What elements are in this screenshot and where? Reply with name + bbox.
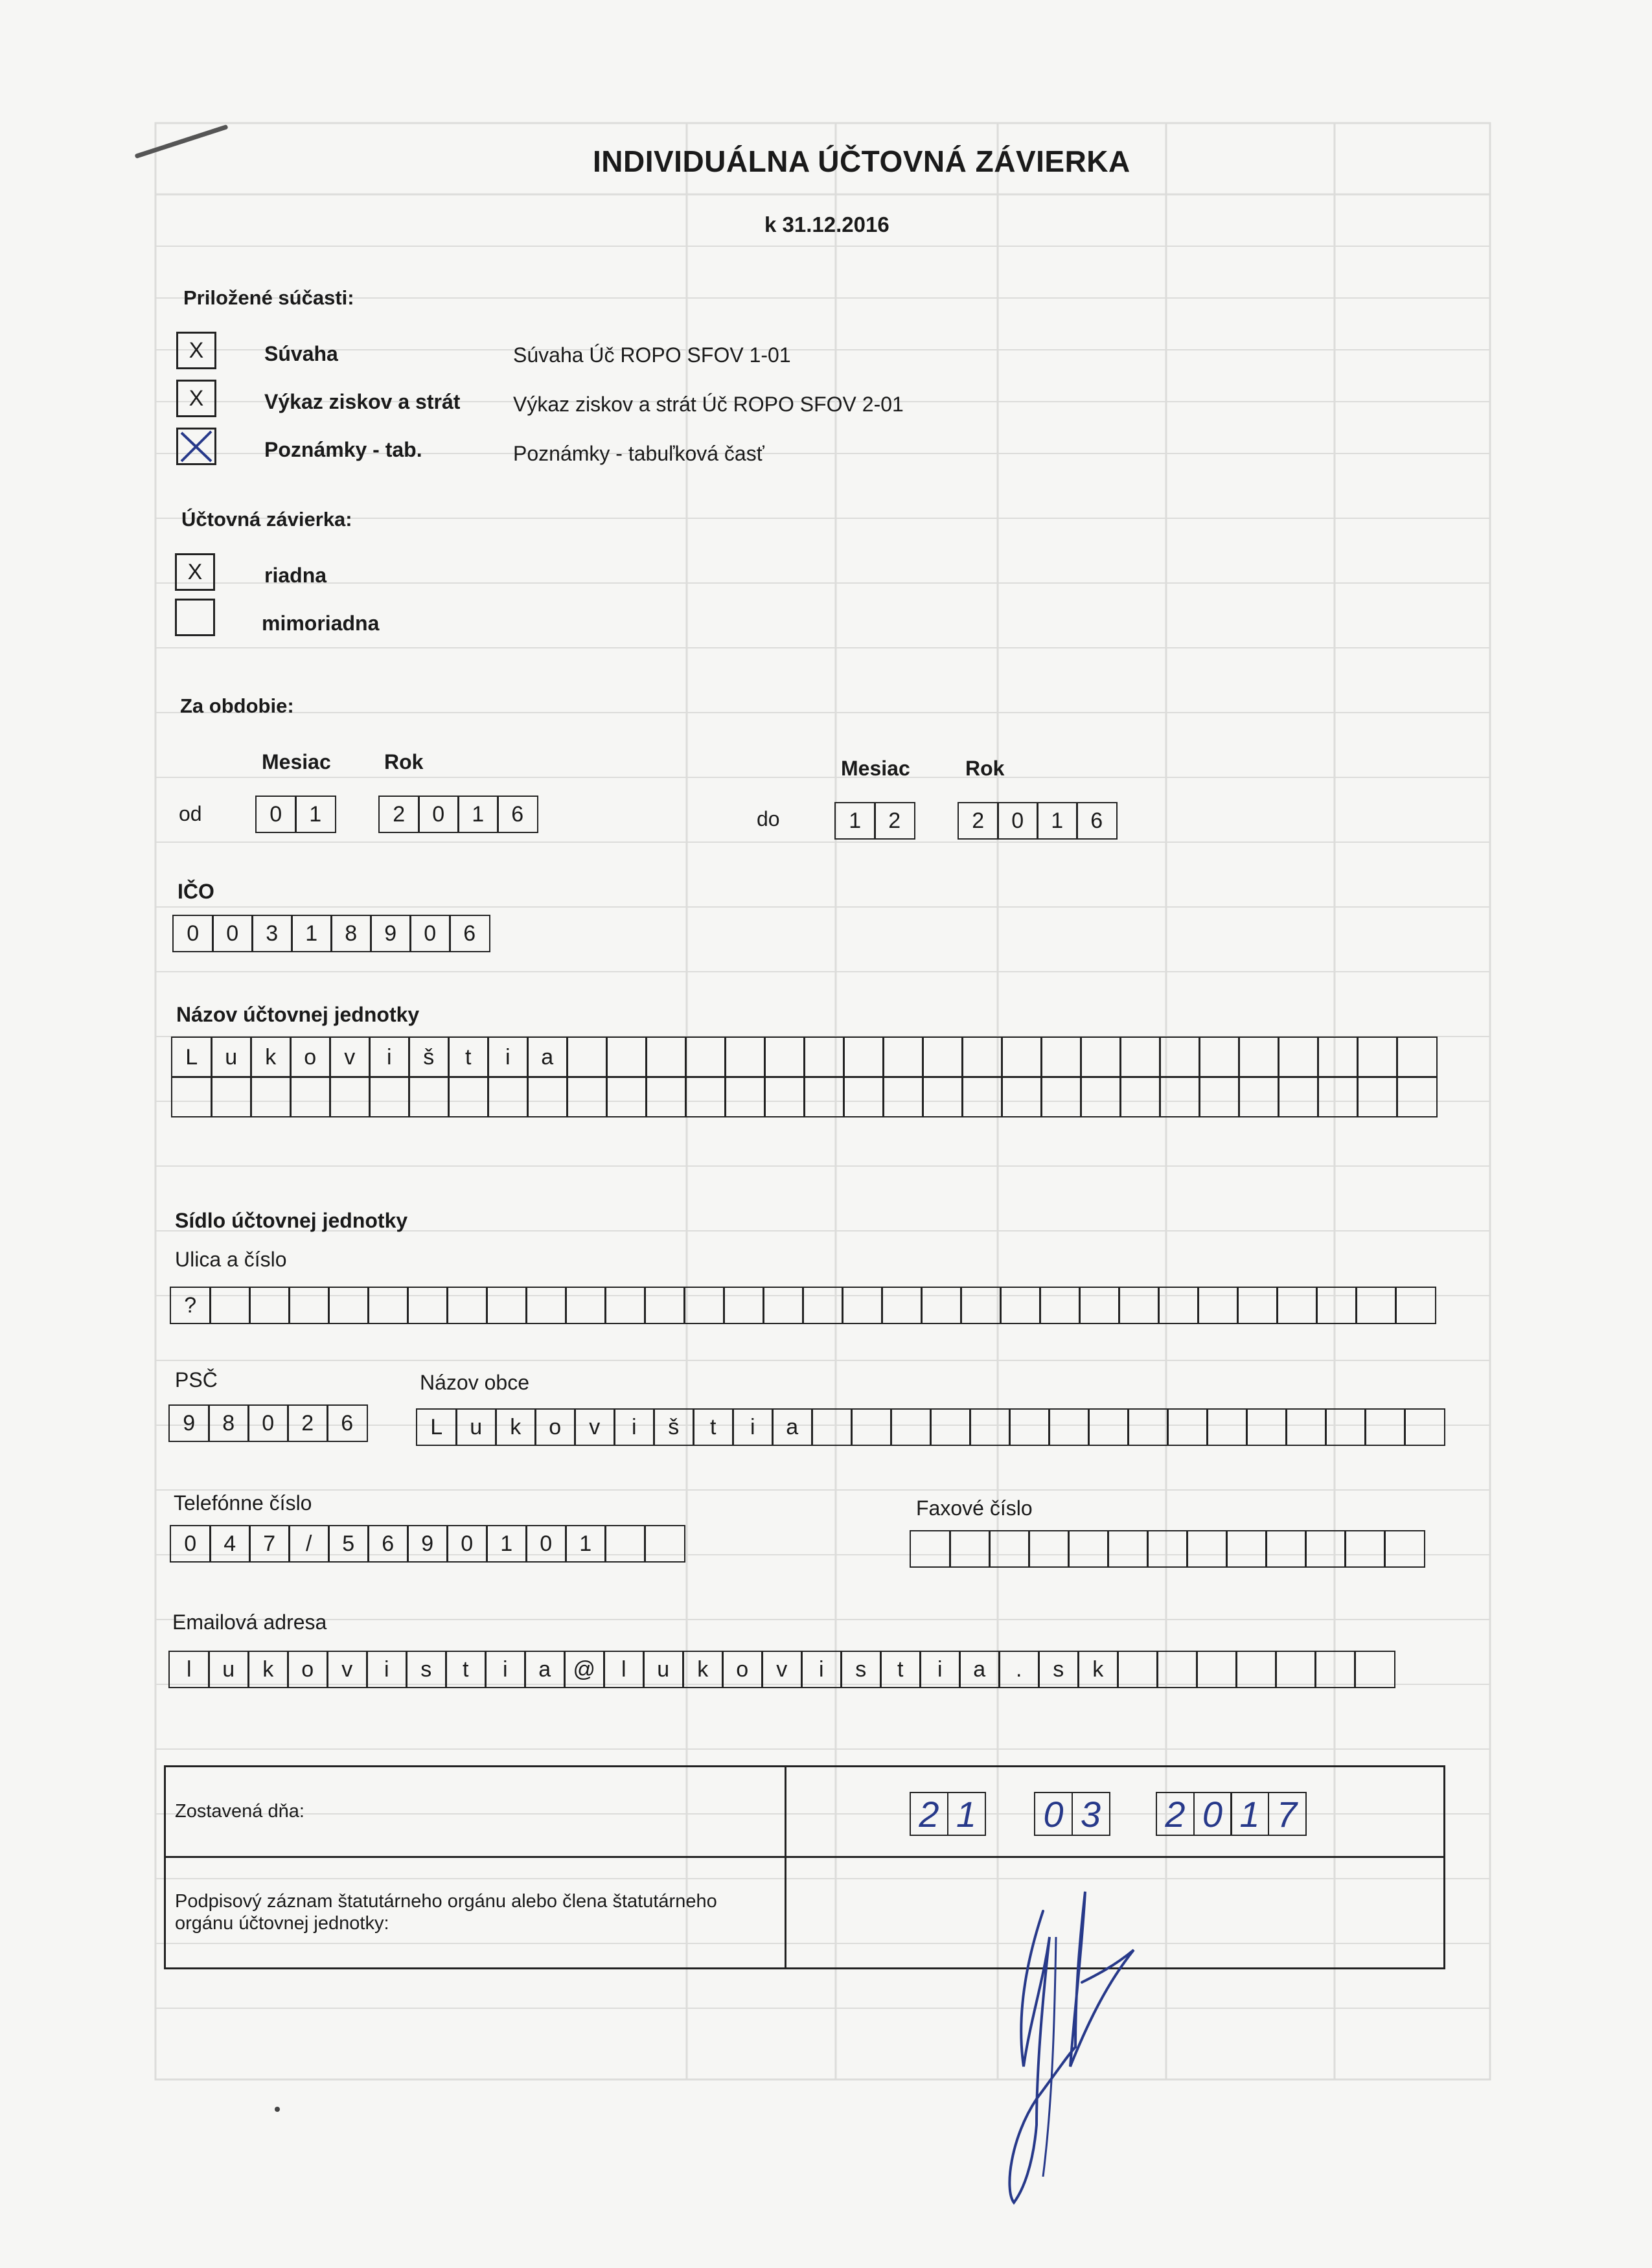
char-cell xyxy=(487,1076,529,1117)
char-cell: 6 xyxy=(449,915,490,952)
char-cell xyxy=(1147,1530,1188,1568)
entity-name-row-2[interactable] xyxy=(171,1076,1436,1117)
char-cell: 8 xyxy=(330,915,372,952)
char-cell xyxy=(525,1287,567,1324)
char-cell xyxy=(1316,1287,1357,1324)
char-cell xyxy=(290,1076,331,1117)
char-cell: a xyxy=(772,1408,813,1446)
char-cell: i xyxy=(919,1651,961,1688)
char-cell xyxy=(645,1076,687,1117)
char-cell: 7 xyxy=(249,1525,290,1563)
char-cell xyxy=(811,1408,853,1446)
char-cell xyxy=(1079,1287,1120,1324)
char-cell xyxy=(685,1037,726,1078)
handwritten-digit-cell: 7 xyxy=(1268,1792,1307,1836)
char-cell xyxy=(1167,1408,1208,1446)
char-cell xyxy=(606,1037,647,1078)
char-cell xyxy=(910,1530,951,1568)
char-cell xyxy=(763,1287,804,1324)
handwritten-digit-cell: 2 xyxy=(1156,1792,1195,1836)
char-cell: 0 xyxy=(255,796,297,833)
char-cell xyxy=(329,1076,371,1117)
char-cell: o xyxy=(534,1408,576,1446)
compiled-day-field[interactable] xyxy=(910,1792,984,1836)
char-cell xyxy=(565,1287,606,1324)
char-cell: i xyxy=(366,1651,407,1688)
char-cell xyxy=(803,1076,845,1117)
closing-heading: Účtovná závierka: xyxy=(181,508,352,531)
char-cell: 0 xyxy=(247,1404,289,1442)
char-cell xyxy=(1107,1530,1149,1568)
char-cell: @ xyxy=(564,1651,605,1688)
char-cell xyxy=(969,1408,1011,1446)
char-cell xyxy=(989,1530,1030,1568)
char-cell: . xyxy=(998,1651,1040,1688)
char-cell: u xyxy=(643,1651,684,1688)
char-cell xyxy=(685,1076,726,1117)
handwritten-digit-cell: 0 xyxy=(1034,1792,1073,1836)
char-cell: L xyxy=(416,1408,457,1446)
fax-field[interactable] xyxy=(910,1530,1423,1568)
char-cell: i xyxy=(369,1037,410,1078)
char-cell xyxy=(1186,1530,1228,1568)
char-cell xyxy=(606,1076,647,1117)
from-month-label: Mesiac xyxy=(262,750,331,773)
label-poznamky: Poznámky - tab. xyxy=(264,438,422,461)
char-cell: t xyxy=(693,1408,734,1446)
handwritten-digit-cell: 1 xyxy=(947,1792,986,1836)
char-cell: 1 xyxy=(1037,802,1078,840)
char-cell: v xyxy=(574,1408,615,1446)
char-cell xyxy=(764,1037,805,1078)
char-cell xyxy=(890,1408,932,1446)
char-cell: 3 xyxy=(251,915,293,952)
desc-suvaha: Súvaha Úč ROPO SFOV 1-01 xyxy=(513,343,791,367)
char-cell xyxy=(1325,1408,1366,1446)
label-riadna: riadna xyxy=(264,564,327,587)
char-cell xyxy=(644,1525,685,1563)
stray-dot xyxy=(275,2107,280,2112)
char-cell xyxy=(1080,1037,1121,1078)
char-cell: 0 xyxy=(409,915,451,952)
char-cell xyxy=(1197,1287,1239,1324)
char-cell xyxy=(604,1525,646,1563)
street-field[interactable] xyxy=(170,1287,1434,1324)
handwritten-digit-cell: 1 xyxy=(1230,1792,1269,1836)
char-cell: 0 xyxy=(997,802,1038,840)
char-cell xyxy=(1196,1651,1237,1688)
to-month-field[interactable] xyxy=(834,802,913,840)
char-cell xyxy=(882,1037,924,1078)
char-cell: 9 xyxy=(168,1404,210,1442)
char-cell xyxy=(1265,1530,1307,1568)
char-cell: v xyxy=(329,1037,371,1078)
char-cell: 4 xyxy=(209,1525,251,1563)
char-cell: 1 xyxy=(295,796,336,833)
char-cell xyxy=(1199,1076,1240,1117)
char-cell xyxy=(566,1037,608,1078)
char-cell: 0 xyxy=(525,1525,567,1563)
char-cell: š xyxy=(653,1408,694,1446)
char-cell xyxy=(1159,1076,1200,1117)
to-year-field[interactable] xyxy=(958,802,1116,840)
char-cell: t xyxy=(448,1037,489,1078)
char-cell xyxy=(930,1408,971,1446)
char-cell xyxy=(1156,1651,1198,1688)
char-cell xyxy=(1088,1408,1129,1446)
char-cell: l xyxy=(168,1651,210,1688)
ico-field[interactable] xyxy=(172,915,488,952)
char-cell xyxy=(842,1287,883,1324)
char-cell xyxy=(644,1287,685,1324)
signature-record-label: Podpisový záznam štatutárneho orgánu alebo člena štatutárneho orgánu účtovnej jednotky: xyxy=(175,1891,717,1934)
phone-field[interactable] xyxy=(170,1525,683,1563)
char-cell: š xyxy=(408,1037,450,1078)
char-cell: 9 xyxy=(407,1525,448,1563)
char-cell xyxy=(1235,1651,1277,1688)
char-cell xyxy=(566,1076,608,1117)
char-cell xyxy=(882,1076,924,1117)
char-cell xyxy=(1237,1287,1278,1324)
char-cell xyxy=(1276,1287,1318,1324)
char-cell xyxy=(1009,1408,1050,1446)
char-cell xyxy=(1396,1037,1438,1078)
checkbox-mimoriadna[interactable] xyxy=(175,599,215,636)
char-cell: / xyxy=(288,1525,330,1563)
char-cell xyxy=(1080,1076,1121,1117)
char-cell xyxy=(408,1076,450,1117)
phone-label: Telefónne číslo xyxy=(174,1491,312,1515)
signature-table-divider xyxy=(166,1856,1443,1858)
char-cell xyxy=(1384,1530,1425,1568)
char-cell xyxy=(1118,1287,1160,1324)
char-cell xyxy=(448,1076,489,1117)
from-year-label: Rok xyxy=(384,750,424,773)
char-cell xyxy=(843,1076,884,1117)
char-cell xyxy=(369,1076,410,1117)
char-cell: 1 xyxy=(565,1525,606,1563)
char-cell: 0 xyxy=(418,796,459,833)
from-label: od xyxy=(179,802,202,825)
period-heading: Za obdobie: xyxy=(180,694,294,717)
char-cell: u xyxy=(208,1651,249,1688)
label-vykaz: Výkaz ziskov a strát xyxy=(264,390,461,413)
char-cell xyxy=(1127,1408,1169,1446)
char-cell xyxy=(1119,1076,1161,1117)
char-cell: i xyxy=(487,1037,529,1078)
document-date: k 31.12.2016 xyxy=(764,212,889,236)
char-cell: s xyxy=(406,1651,447,1688)
to-month-label: Mesiac xyxy=(841,757,910,780)
char-cell xyxy=(1117,1651,1158,1688)
char-cell xyxy=(1395,1287,1436,1324)
char-cell xyxy=(1040,1037,1082,1078)
char-cell xyxy=(328,1287,369,1324)
label-suvaha: Súvaha xyxy=(264,342,338,365)
char-cell: u xyxy=(211,1037,252,1078)
staple-mark xyxy=(135,124,229,159)
char-cell: t xyxy=(445,1651,487,1688)
char-cell: 1 xyxy=(834,802,876,840)
char-cell xyxy=(843,1037,884,1078)
char-cell xyxy=(1355,1287,1397,1324)
char-cell: 1 xyxy=(457,796,499,833)
char-cell xyxy=(1305,1530,1346,1568)
char-cell xyxy=(1396,1076,1438,1117)
char-cell xyxy=(724,1037,766,1078)
char-cell: a xyxy=(527,1037,568,1078)
char-cell: l xyxy=(603,1651,645,1688)
char-cell xyxy=(960,1287,1002,1324)
char-cell: 6 xyxy=(1076,802,1118,840)
char-cell xyxy=(1314,1651,1356,1688)
char-cell: 2 xyxy=(874,802,915,840)
char-cell xyxy=(724,1076,766,1117)
checkbox-suvaha[interactable]: X xyxy=(176,332,216,369)
char-cell: 6 xyxy=(327,1404,368,1442)
char-cell xyxy=(1357,1076,1398,1117)
char-cell xyxy=(1238,1037,1279,1078)
char-cell xyxy=(922,1037,963,1078)
handwritten-digit-cell: 2 xyxy=(910,1792,948,1836)
char-cell: i xyxy=(732,1408,774,1446)
char-cell: 6 xyxy=(497,796,538,833)
char-cell xyxy=(1226,1530,1267,1568)
char-cell xyxy=(211,1076,252,1117)
char-cell: v xyxy=(761,1651,803,1688)
char-cell xyxy=(1285,1408,1327,1446)
char-cell: k xyxy=(682,1651,724,1688)
char-cell: t xyxy=(880,1651,921,1688)
char-cell xyxy=(1001,1076,1042,1117)
town-field[interactable] xyxy=(416,1408,1443,1446)
char-cell xyxy=(1000,1287,1041,1324)
char-cell xyxy=(1040,1076,1082,1117)
char-cell xyxy=(1028,1530,1070,1568)
char-cell xyxy=(446,1287,488,1324)
char-cell xyxy=(527,1076,568,1117)
desc-vykaz: Výkaz ziskov a strát Úč ROPO SFOV 2-01 xyxy=(513,393,904,416)
char-cell: 9 xyxy=(370,915,411,952)
char-cell xyxy=(1199,1037,1240,1078)
char-cell xyxy=(1158,1287,1199,1324)
checkbox-riadna[interactable]: X xyxy=(175,553,215,591)
char-cell: 2 xyxy=(378,796,420,833)
entity-name-row-1[interactable] xyxy=(171,1037,1436,1078)
char-cell xyxy=(288,1287,330,1324)
char-cell xyxy=(1275,1651,1316,1688)
signature-table-column-divider xyxy=(785,1767,786,1967)
compiled-month-field[interactable] xyxy=(1034,1792,1108,1836)
char-cell xyxy=(1404,1408,1445,1446)
checkbox-poznamky[interactable] xyxy=(176,428,216,465)
char-cell xyxy=(1354,1651,1395,1688)
char-cell: i xyxy=(801,1651,842,1688)
char-cell: k xyxy=(247,1651,289,1688)
char-cell xyxy=(486,1287,527,1324)
char-cell: 0 xyxy=(170,1525,211,1563)
email-field[interactable] xyxy=(168,1651,1394,1688)
char-cell xyxy=(723,1287,764,1324)
char-cell: 0 xyxy=(446,1525,488,1563)
char-cell: k xyxy=(495,1408,536,1446)
char-cell: 6 xyxy=(367,1525,409,1563)
char-cell xyxy=(1357,1037,1398,1078)
checkbox-vykaz[interactable]: X xyxy=(176,380,216,417)
compiled-year-field[interactable] xyxy=(1156,1792,1305,1836)
char-cell xyxy=(1159,1037,1200,1078)
char-cell xyxy=(367,1287,409,1324)
char-cell xyxy=(1344,1530,1386,1568)
char-cell xyxy=(1317,1037,1359,1078)
char-cell: 5 xyxy=(328,1525,369,1563)
seat-label: Sídlo účtovnej jednotky xyxy=(175,1209,408,1232)
handwritten-x-mark-icon xyxy=(176,428,216,465)
char-cell: 2 xyxy=(958,802,999,840)
document-title: INDIVIDUÁLNA ÚČTOVNÁ ZÁVIERKA xyxy=(593,144,1130,178)
char-cell xyxy=(1039,1287,1081,1324)
char-cell: 0 xyxy=(172,915,214,952)
char-cell xyxy=(1001,1037,1042,1078)
char-cell: s xyxy=(840,1651,882,1688)
char-cell: k xyxy=(250,1037,292,1078)
char-cell xyxy=(1119,1037,1161,1078)
char-cell xyxy=(1238,1076,1279,1117)
street-label: Ulica a číslo xyxy=(175,1248,287,1271)
char-cell: o xyxy=(722,1651,763,1688)
char-cell xyxy=(803,1037,845,1078)
to-label: do xyxy=(757,807,780,830)
char-cell: o xyxy=(290,1037,331,1078)
compiled-on-label: Zostavená dňa: xyxy=(175,1801,304,1822)
char-cell xyxy=(949,1530,991,1568)
char-cell: a xyxy=(524,1651,566,1688)
town-label: Názov obce xyxy=(420,1371,529,1394)
char-cell: a xyxy=(959,1651,1000,1688)
char-cell xyxy=(1246,1408,1287,1446)
char-cell: 1 xyxy=(486,1525,527,1563)
char-cell: 2 xyxy=(287,1404,328,1442)
handwritten-digit-cell: 3 xyxy=(1072,1792,1110,1836)
char-cell xyxy=(645,1037,687,1078)
char-cell: 8 xyxy=(208,1404,249,1442)
char-cell xyxy=(851,1408,892,1446)
char-cell xyxy=(250,1076,292,1117)
char-cell xyxy=(604,1287,646,1324)
char-cell: k xyxy=(1077,1651,1119,1688)
char-cell xyxy=(764,1076,805,1117)
char-cell: ? xyxy=(170,1287,211,1324)
desc-poznamky: Poznámky - tabuľková časť xyxy=(513,442,764,465)
char-cell: s xyxy=(1038,1651,1079,1688)
char-cell xyxy=(1317,1076,1359,1117)
char-cell xyxy=(407,1287,448,1324)
char-cell xyxy=(1278,1076,1319,1117)
char-cell xyxy=(1068,1530,1109,1568)
signature-table xyxy=(164,1765,1445,1969)
char-cell: L xyxy=(171,1037,212,1078)
char-cell xyxy=(1278,1037,1319,1078)
email-label: Emailová adresa xyxy=(172,1610,327,1634)
from-month-field[interactable] xyxy=(255,796,334,833)
char-cell: o xyxy=(287,1651,328,1688)
char-cell xyxy=(1206,1408,1248,1446)
char-cell: u xyxy=(455,1408,497,1446)
from-year-field[interactable] xyxy=(378,796,536,833)
char-cell xyxy=(171,1076,212,1117)
char-cell xyxy=(683,1287,725,1324)
char-cell: v xyxy=(327,1651,368,1688)
handwritten-signature xyxy=(998,1853,1166,2216)
handwritten-digit-cell: 0 xyxy=(1193,1792,1232,1836)
components-heading: Priložené súčasti: xyxy=(183,286,354,309)
label-mimoriadna: mimoriadna xyxy=(262,612,380,635)
char-cell xyxy=(1048,1408,1090,1446)
char-cell xyxy=(881,1287,923,1324)
char-cell xyxy=(961,1076,1003,1117)
fax-label: Faxové číslo xyxy=(916,1496,1033,1520)
char-cell xyxy=(922,1076,963,1117)
char-cell xyxy=(1364,1408,1406,1446)
entity-name-label: Názov účtovnej jednotky xyxy=(176,1003,420,1026)
psc-field[interactable] xyxy=(168,1404,366,1442)
ico-label: IČO xyxy=(178,880,214,903)
psc-label: PSČ xyxy=(175,1368,218,1392)
char-cell xyxy=(961,1037,1003,1078)
char-cell: 1 xyxy=(291,915,332,952)
char-cell: i xyxy=(614,1408,655,1446)
char-cell: 0 xyxy=(212,915,253,952)
char-cell: i xyxy=(485,1651,526,1688)
char-cell xyxy=(921,1287,962,1324)
char-cell xyxy=(209,1287,251,1324)
to-year-label: Rok xyxy=(965,757,1005,780)
char-cell xyxy=(249,1287,290,1324)
char-cell xyxy=(802,1287,843,1324)
